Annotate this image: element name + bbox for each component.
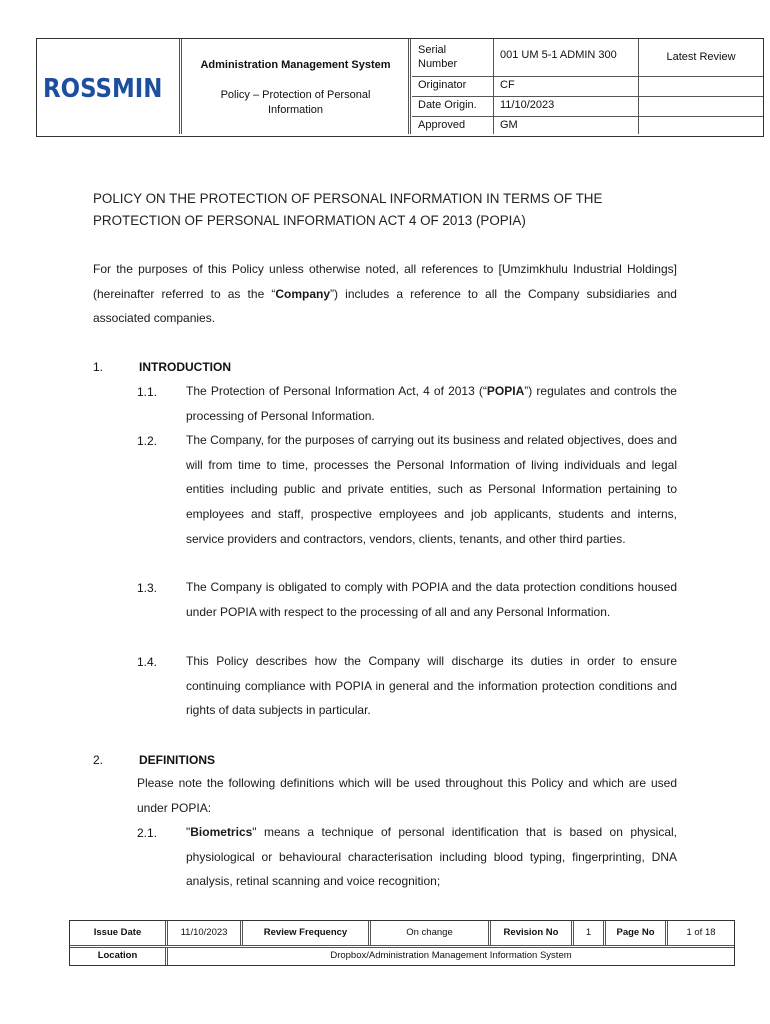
document-title: POLICY ON THE PROTECTION OF PERSONAL INFORMATION IN TERMS OF THE PROTECTION OF PERSONAL INFORMATION ACT 4 OF 2013 (POPIA)	[93, 191, 603, 228]
footer-row	[70, 947, 734, 965]
page-value: 1 of 18	[686, 927, 716, 938]
latest-review-cell	[639, 39, 763, 76]
meta-row-date	[412, 97, 763, 117]
meta-row-originator	[412, 77, 763, 97]
item-text	[186, 379, 677, 428]
meta-value: GM	[494, 117, 639, 134]
meta-value: 11/10/2023	[494, 97, 639, 116]
item-bold: POPIA	[486, 384, 525, 398]
meta-table	[412, 39, 763, 134]
intro-text: ”) includes a reference to all the Company subsidiaries and associated companies.	[93, 286, 677, 326]
intro-bold: Company	[275, 286, 331, 301]
item-number: 1.3.	[137, 581, 158, 595]
item-number: 2.1.	[137, 826, 158, 840]
latest-review-blank	[639, 77, 763, 96]
latest-review-blank	[639, 117, 763, 134]
meta-value: CF	[494, 77, 639, 96]
title-cell	[183, 39, 411, 134]
meta-label: Date Origin.	[412, 97, 494, 116]
system-title: Administration Management System	[200, 59, 391, 71]
item-text-part: "	[186, 825, 191, 839]
item-number: 1.4.	[137, 655, 158, 669]
item-text: The Company, for the purposes of carrying out its business and related objectives, does and will from time to time, processes the Personal Information of living individuals and legal entities including public and private entities, such as Personal Information pertaining to employees and staff, prospective employees and job applicants, students and interns, service providers and contractors, vendors, clients, tenants, and other third parties.	[186, 433, 677, 546]
location-value: Dropbox/Administration Management Information System	[330, 950, 572, 961]
item-text-part: ”) regulates and controls the processing of Personal Information.	[186, 384, 677, 423]
review-frequency-label: Review Frequency	[243, 921, 371, 945]
item-text-part: The Protection of Personal Information Act, 4 of 2013 (“	[186, 384, 487, 398]
item-text: This Policy describes how the Company will discharge its duties in order to ensure continuing compliance with POPIA in general and the information protection conditions and rights of data subjects in particular.	[186, 654, 677, 718]
item-number: 1.2.	[137, 434, 158, 448]
section-number: 1.	[93, 360, 104, 374]
latest-review-blank	[639, 97, 763, 116]
revision-label: Revision No	[491, 921, 574, 945]
company-logo: ROSSMIN	[43, 74, 163, 104]
section-heading: INTRODUCTION	[139, 360, 231, 374]
meta-row-approved	[412, 117, 763, 134]
issue-date-value: 11/10/2023	[168, 921, 243, 945]
item-text	[186, 820, 677, 894]
section-heading: DEFINITIONS	[139, 753, 216, 767]
issue-date-label: Issue Date	[70, 921, 168, 945]
definitions-lead: Please note the following definitions which will be used throughout this Policy and which are used under POPIA:	[137, 776, 677, 815]
meta-value: 001 UM 5-1 ADMIN 300	[494, 39, 639, 76]
meta-label: Approved	[412, 117, 494, 134]
revision-value: 1	[574, 921, 606, 945]
intro-text: For the purposes of this Policy unless otherwise noted, all references to [Umzimkhulu Industrial Holdings] (hereinafter referred to as the “	[93, 262, 677, 301]
logo-cell	[37, 39, 182, 134]
section-number: 2.	[93, 753, 104, 767]
meta-label: Originator	[412, 77, 494, 96]
document-header	[36, 38, 764, 137]
page-label: Page No	[606, 921, 668, 945]
document-footer	[69, 920, 735, 966]
location-label: Location	[70, 947, 168, 965]
review-frequency-value: On change	[371, 921, 491, 945]
item-number: 1.1.	[137, 385, 158, 399]
item-bold: Biometrics	[190, 825, 253, 839]
intro-paragraph	[93, 257, 677, 331]
meta-label: Serial Number	[412, 39, 494, 76]
item-text-part: " means a technique of personal identification that is based on physical, physiological or behavioural characterisation including blood typing, fingerprinting, DNA analysis, retinal scanning and voice recognition;	[186, 825, 677, 889]
item-text: The Company is obligated to comply with POPIA and the data protection conditions housed under POPIA with respect to the processing of all and any Personal Information.	[186, 580, 677, 619]
meta-row-serial	[412, 39, 763, 77]
latest-review-label: Latest Review	[666, 51, 736, 63]
footer-row	[70, 921, 734, 948]
policy-title: Policy – Protection of Personal Information	[220, 89, 371, 116]
